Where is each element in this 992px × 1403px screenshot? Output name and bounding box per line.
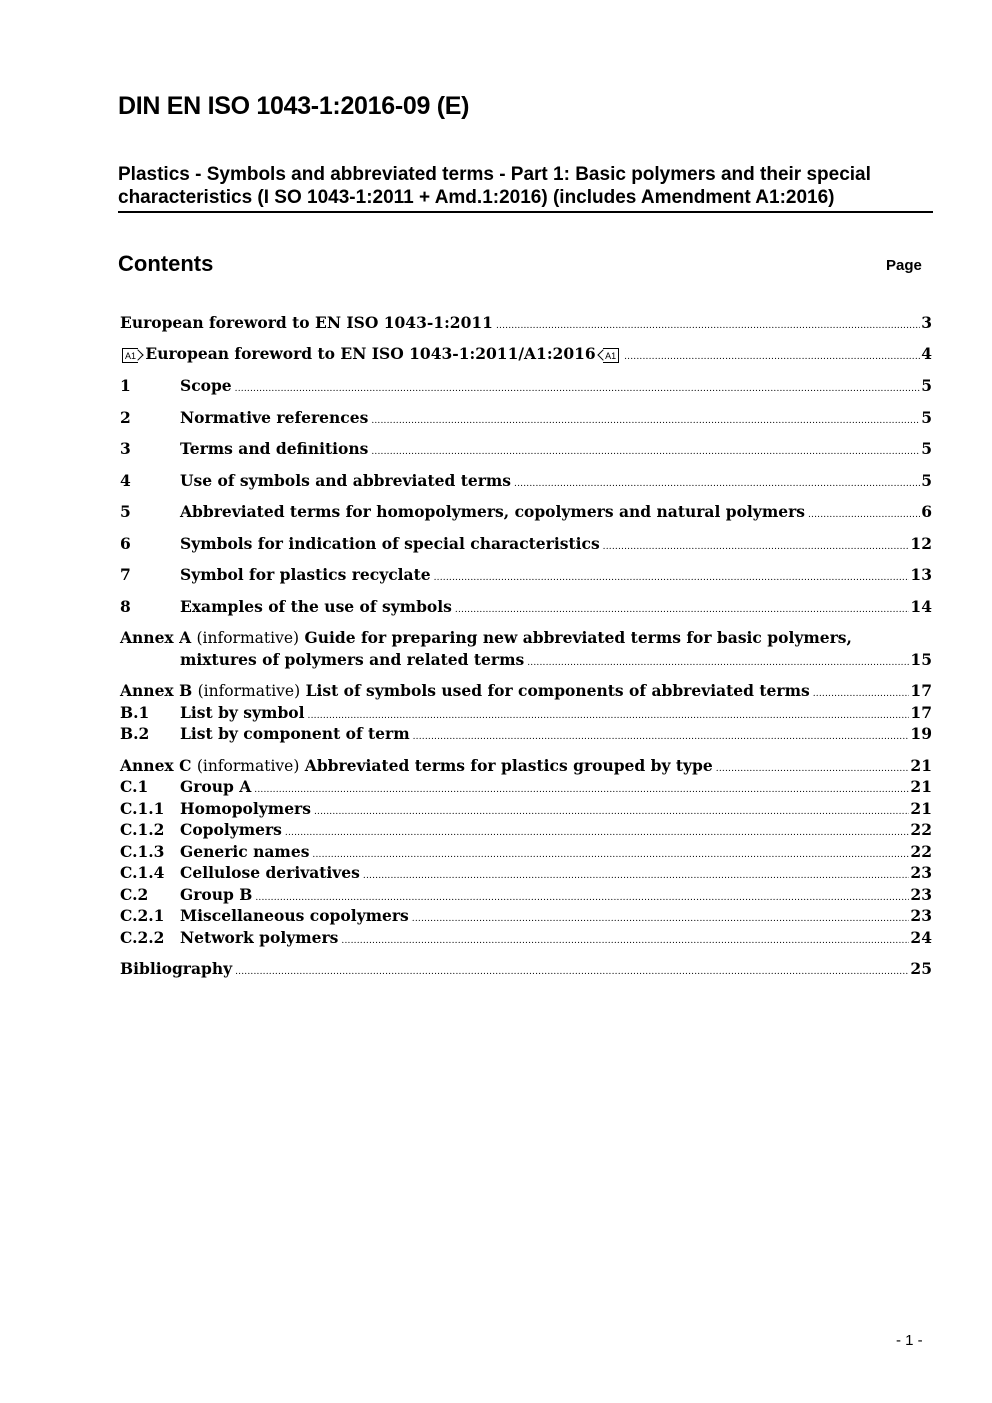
toc-entry-c14[interactable] [120, 862, 932, 884]
toc-label: Homopolymers [180, 799, 311, 818]
toc-leader-dots [514, 473, 920, 495]
toc-leader-dots [624, 346, 920, 368]
toc-label: Guide for preparing new abbreviated terms for basic polymers, [304, 628, 852, 647]
toc-label: Examples of the use of symbols [180, 597, 452, 616]
toc-label: Copolymers [180, 820, 282, 839]
toc-label: List by component of term [180, 724, 410, 743]
toc-entry-4[interactable] [120, 470, 932, 492]
toc-number: 7 [120, 565, 131, 584]
toc-number: C.1 [120, 777, 149, 796]
toc-entry-c2[interactable] [120, 884, 932, 906]
toc-leader-dots [808, 504, 920, 526]
toc-label: Normative references [180, 408, 369, 427]
toc-label: Terms and definitions [180, 439, 369, 458]
toc-leader-dots [413, 726, 910, 748]
toc-page: 24 [910, 928, 932, 947]
toc-label: Generic names [180, 842, 310, 861]
toc-label: Abbreviated terms for plastics grouped by type [304, 756, 713, 775]
toc-entry-foreword-a1[interactable] [120, 343, 932, 365]
toc-page: 6 [921, 502, 932, 521]
toc-number: C.1.2 [120, 820, 165, 839]
annex-type: (informative) [196, 757, 300, 775]
toc-entry-annex-a-line2[interactable] [120, 649, 932, 671]
toc-label-group [120, 680, 810, 702]
toc-number: C.1.3 [120, 842, 165, 861]
amendment-end-marker: A1 [603, 348, 619, 363]
toc-label: Bibliography [120, 959, 233, 978]
toc-page: 22 [910, 842, 932, 861]
toc-leader-dots [235, 961, 909, 983]
toc-page: 23 [910, 885, 932, 904]
toc-page: 23 [910, 863, 932, 882]
toc-label: Use of symbols and abbreviated terms [180, 471, 512, 490]
toc-leader-dots [527, 652, 909, 674]
toc-page: 21 [910, 777, 932, 796]
toc-page: 3 [921, 313, 932, 332]
toc-entry-b1[interactable] [120, 702, 932, 724]
toc-label: Group B [180, 885, 253, 904]
toc-number: C.2.2 [120, 928, 165, 947]
toc-label: List of symbols used for components of abbreviated terms [305, 681, 810, 700]
toc-page: 5 [921, 408, 932, 427]
annex-prefix: Annex B [120, 681, 193, 700]
subtitle-line-2: characteristics (I SO 1043-1:2011 + Amd.1:2016) (includes Amendment A1:2016) [118, 187, 835, 208]
toc-leader-dots [496, 315, 920, 337]
toc-entry-2[interactable] [120, 407, 932, 429]
toc-leader-dots [371, 441, 920, 463]
toc-number: B.1 [120, 703, 150, 722]
toc-label-group [120, 343, 621, 365]
toc-label: Network polymers [180, 928, 339, 947]
toc-page: 13 [910, 565, 932, 584]
toc-number: 8 [120, 597, 131, 616]
toc-entry-annex-a-line1[interactable] [120, 627, 852, 649]
toc-entry-6[interactable] [120, 533, 932, 555]
toc-page: 25 [910, 959, 932, 978]
toc-number: 4 [120, 471, 131, 490]
toc-entry-annex-c[interactable] [120, 755, 932, 777]
toc-page: 17 [910, 703, 932, 722]
toc-label-group [120, 755, 713, 777]
toc-leader-dots [603, 536, 910, 558]
document-subtitle [118, 163, 933, 213]
toc-entry-c13[interactable] [120, 841, 932, 863]
toc-entry-8[interactable] [120, 596, 932, 618]
toc-page: 19 [910, 724, 932, 743]
toc-entry-c12[interactable] [120, 819, 932, 841]
annex-prefix: Annex A [120, 628, 192, 647]
toc-entry-7[interactable] [120, 564, 932, 586]
toc-label: mixtures of polymers and related terms [180, 650, 525, 669]
toc-number: 2 [120, 408, 131, 427]
toc-number: 6 [120, 534, 131, 553]
toc-number: C.1.1 [120, 799, 165, 818]
toc-entry-annex-b[interactable] [120, 680, 932, 702]
subtitle-line-1: Plastics - Symbols and abbreviated terms - Part 1: Basic polymers and their special [118, 164, 871, 185]
toc-entry-3[interactable] [120, 438, 932, 460]
toc-label: Symbols for indication of special characteristics [180, 534, 600, 553]
toc-entry-b2[interactable] [120, 723, 932, 745]
toc-page: 23 [910, 906, 932, 925]
toc-number: C.1.4 [120, 863, 165, 882]
toc-entry-foreword[interactable] [120, 312, 932, 334]
annex-type: (informative) [197, 682, 301, 700]
toc-page: 5 [921, 471, 932, 490]
toc-page: 5 [921, 439, 932, 458]
amendment-start-marker: A1 [122, 348, 138, 363]
toc-entry-bibliography[interactable] [120, 958, 932, 980]
toc-leader-dots [455, 599, 910, 621]
toc-page: 21 [910, 756, 932, 775]
toc-label: European foreword to EN ISO 1043-1:2011/A1:2016 [145, 344, 596, 363]
toc-entry-1[interactable] [120, 375, 932, 397]
toc-number: 5 [120, 502, 131, 521]
toc-label: European foreword to EN ISO 1043-1:2011 [120, 313, 493, 332]
toc-leader-dots [434, 567, 910, 589]
toc-entry-c1[interactable] [120, 776, 932, 798]
contents-heading: Contents [118, 251, 214, 276]
toc-entry-5[interactable] [120, 501, 932, 523]
toc-number: B.2 [120, 724, 150, 743]
document-title: DIN EN ISO 1043-1:2016-09 (E) [118, 92, 470, 120]
annex-type: (informative) [196, 629, 300, 647]
toc-page: 4 [921, 344, 932, 363]
toc-label: Miscellaneous copolymers [180, 906, 409, 925]
toc-leader-dots [371, 410, 920, 432]
page-column-label: Page [886, 257, 922, 274]
toc-label: Group A [180, 777, 252, 796]
toc-entry-c11[interactable] [120, 798, 932, 820]
toc-page: 12 [910, 534, 932, 553]
toc-page: 21 [910, 799, 932, 818]
toc-page: 14 [910, 597, 932, 616]
page-number: - 1 - [896, 1332, 923, 1349]
toc-label: List by symbol [180, 703, 305, 722]
toc-page: 17 [910, 681, 932, 700]
toc-page: 22 [910, 820, 932, 839]
toc-number: C.2.1 [120, 906, 165, 925]
toc-label: Symbol for plastics recyclate [180, 565, 431, 584]
toc-label: Scope [180, 376, 232, 395]
toc-leader-dots [235, 378, 921, 400]
toc-leader-dots [341, 930, 909, 952]
toc-page: 15 [910, 650, 932, 669]
toc-number: C.2 [120, 885, 149, 904]
toc-entry-c21[interactable] [120, 905, 932, 927]
toc-number: 1 [120, 376, 131, 395]
toc-label: Cellulose derivatives [180, 863, 360, 882]
toc-number: 3 [120, 439, 131, 458]
toc-entry-c22[interactable] [120, 927, 932, 949]
annex-prefix: Annex C [120, 756, 192, 775]
toc-label: Abbreviated terms for homopolymers, copolymers and natural polymers [180, 502, 805, 521]
toc-page: 5 [921, 376, 932, 395]
